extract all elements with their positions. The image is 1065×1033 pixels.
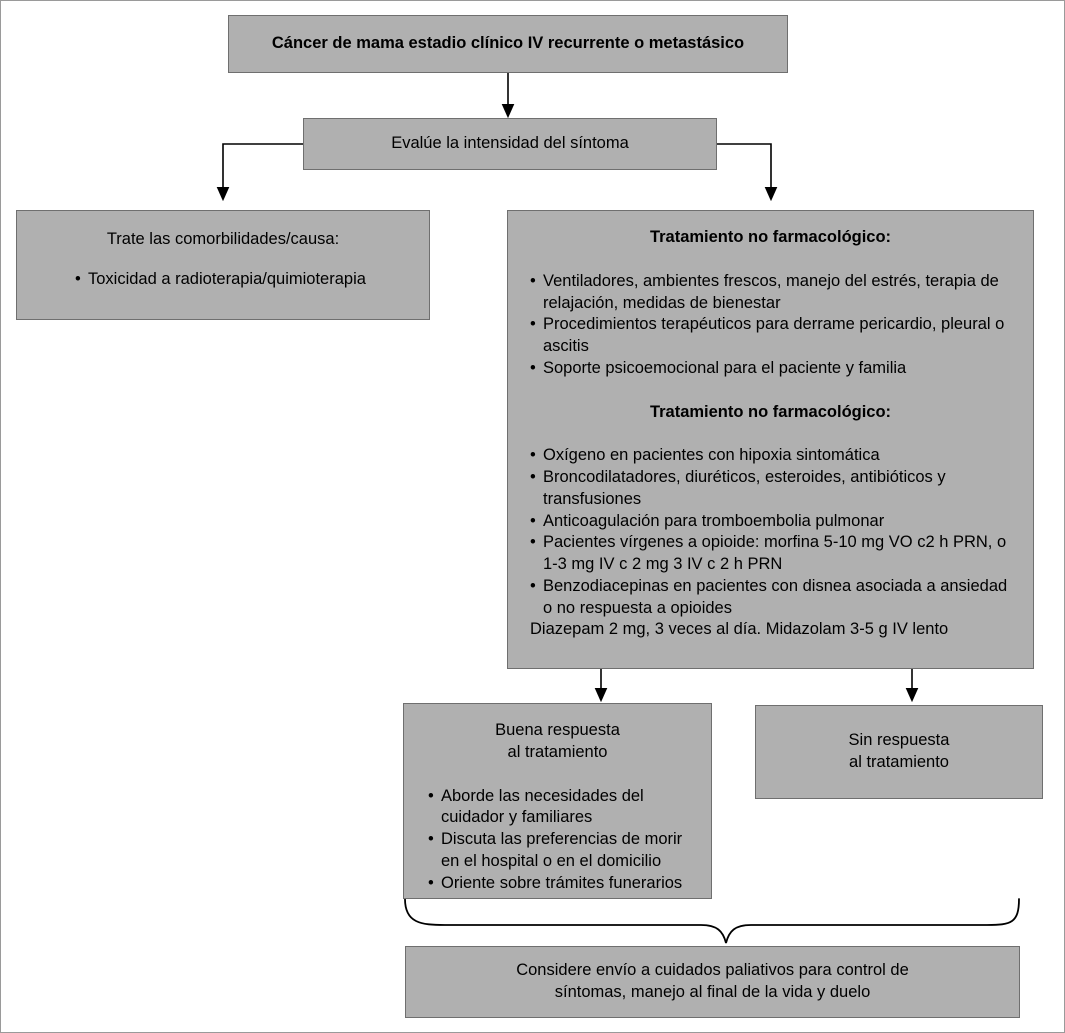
node-palliative-care-line-1: Considere envío a cuidados paliativos para control de bbox=[516, 961, 909, 980]
list-item: • Toxicidad a radioterapia/quimioterapia bbox=[75, 269, 409, 291]
node-no-response bbox=[755, 705, 1043, 799]
node-no-response-line-1: Sin respuesta bbox=[848, 731, 950, 750]
list-item: • Oriente sobre trámites funerarios bbox=[428, 873, 697, 895]
node-treatment-heading-1: Tratamiento no farmacológico: bbox=[649, 228, 892, 246]
node-treatment-list-1 bbox=[530, 271, 1011, 380]
list-item: • Ventiladores, ambientes frescos, manejo del estrés, terapia de relajación, medidas de bienestar bbox=[530, 271, 1011, 315]
node-treatment-list-2 bbox=[530, 445, 1011, 619]
node-comorbidities-list bbox=[37, 269, 409, 291]
node-treatment-footnote: Diazepam 2 mg, 3 veces al día. Midazolam 3-5 g IV lento bbox=[530, 620, 949, 639]
node-palliative-care bbox=[405, 946, 1020, 1018]
list-item: • Pacientes vírgenes a opioide: morfina 5-10 mg VO c2 h PRN, o 1-3 mg IV c 2 mg 3 IV c 2 h PRN bbox=[530, 532, 1011, 576]
list-item: • Anticoagulación para tromboembolia pulmonar bbox=[530, 511, 1011, 533]
node-good-response bbox=[403, 703, 712, 899]
node-treatment-heading-2: Tratamiento no farmacológico: bbox=[649, 402, 892, 421]
node-no-response-line-2: al tratamiento bbox=[849, 753, 949, 771]
node-comorbidities bbox=[16, 210, 430, 320]
node-title bbox=[228, 15, 788, 73]
node-title-label: Cáncer de mama estadio clínico IV recurrente o metastásico bbox=[271, 34, 745, 53]
list-item: • Broncodilatadores, diuréticos, esteroides, antibióticos y transfusiones bbox=[530, 467, 1011, 511]
list-item: • Discuta las preferencias de morir en el hospital o en el domicilio bbox=[428, 829, 697, 873]
node-assess-symptom-label: Evalúe la intensidad del síntoma bbox=[391, 134, 629, 153]
list-item: • Benzodiacepinas en pacientes con disnea asociada a ansiedad o no respuesta a opioides bbox=[530, 576, 1011, 620]
node-good-response-list bbox=[418, 786, 697, 895]
node-assess-symptom bbox=[303, 118, 717, 170]
list-item: • Aborde las necesidades del cuidador y familiares bbox=[428, 786, 697, 830]
node-good-response-line-2: al tratamiento bbox=[507, 742, 608, 761]
node-treatment bbox=[507, 210, 1034, 669]
list-item: • Soporte psicoemocional para el paciente y familia bbox=[530, 358, 1011, 380]
node-palliative-care-line-2: síntomas, manejo al final de la vida y duelo bbox=[554, 983, 871, 1001]
list-item: • Procedimientos terapéuticos para derrame pericardio, pleural o ascitis bbox=[530, 314, 1011, 358]
node-good-response-line-1: Buena respuesta bbox=[495, 721, 620, 739]
list-item: • Oxígeno en pacientes con hipoxia sintomática bbox=[530, 445, 1011, 467]
node-comorbidities-heading: Trate las comorbilidades/causa: bbox=[106, 230, 340, 248]
